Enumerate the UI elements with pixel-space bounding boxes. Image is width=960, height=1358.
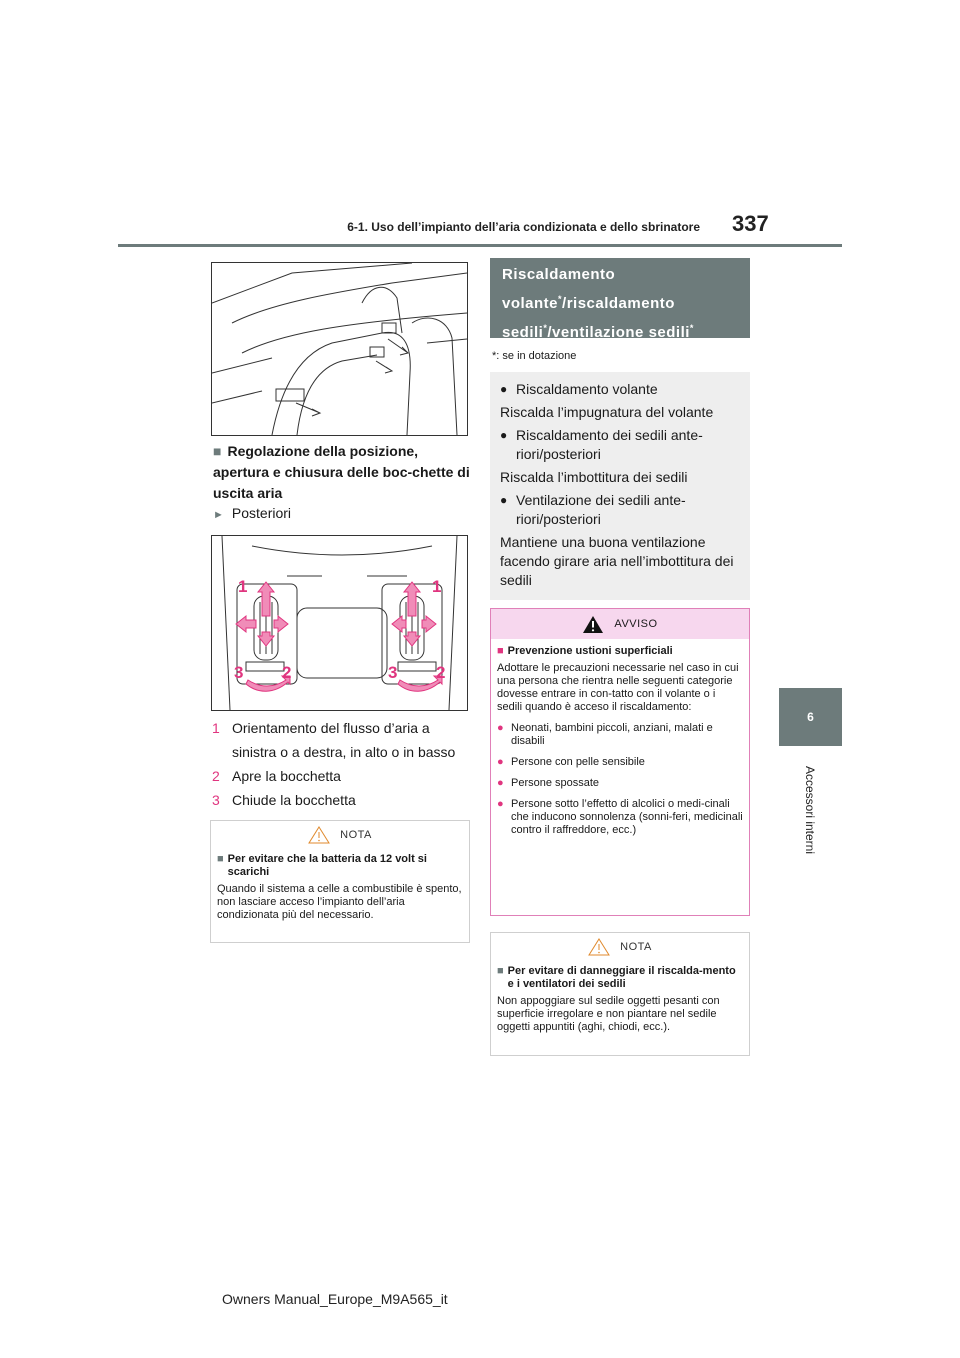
chapter-number: 6 xyxy=(807,710,814,724)
avviso-intro: Adottare le precauzioni necessarie nel caso in cui una persona che rientra nelle seguenti categorie dovesse entrare in con-tatto con il volante o i sedili quando è acceso il riscaldamento: xyxy=(497,662,739,713)
avviso-header: AVVISO xyxy=(491,609,749,639)
callout-3-left: 3 xyxy=(234,663,244,682)
feature-item: ● Riscaldamento dei sedili ante-riori/posteriori xyxy=(500,427,703,462)
list-item: 1 Orientamento del flusso d’aria a sinistra o a destra, in alto o in basso xyxy=(212,720,456,760)
front-vent-illustration xyxy=(211,262,468,436)
feature-item: ● Riscaldamento volante xyxy=(500,381,658,397)
feature-item: ● Ventilazione dei sedili ante-riori/posteriori xyxy=(500,492,686,527)
section-band-title: Riscaldamento volante*/riscaldamento sedili*/ventilazione sedili* xyxy=(490,258,750,338)
square-marker: ■ xyxy=(217,853,224,865)
feature-desc: Riscalda l’imbottitura dei sedili xyxy=(500,469,688,485)
callout-1-right: 1 xyxy=(432,577,442,596)
avviso-item: ● Persone sotto l’effetto di alcolici o medi-cinali che inducono sonnolenza (sonni-feri, medicinali contro il raffreddore, ecc.) xyxy=(497,798,743,836)
footer-text: Owners Manual_Europe_M9A565_it xyxy=(222,1291,448,1307)
heading-square-marker: ■ xyxy=(213,443,222,459)
square-marker: ■ xyxy=(497,645,504,657)
nota-text: Quando il sistema a celle a combustibile è spento, non lasciare acceso l’impianto dell’aria condizionata più del necessario. xyxy=(217,883,462,921)
footnote: *: se in dotazione xyxy=(492,350,577,362)
callout-3-right: 3 xyxy=(388,663,398,682)
avviso-title: ■ Prevenzione ustioni superficiali xyxy=(497,645,673,657)
square-marker: ■ xyxy=(497,965,504,977)
list-item: 2 Apre la bocchetta xyxy=(212,768,341,784)
callout-2-right: 2 xyxy=(436,663,446,682)
chapter-label: Accessori interni xyxy=(803,765,817,855)
nota-header: NOTA xyxy=(491,933,749,961)
chapter-tab xyxy=(779,688,842,746)
avviso-item: ● Persone spossate xyxy=(497,777,600,789)
page-number: 337 xyxy=(732,211,769,236)
rear-vent-illustration xyxy=(211,535,468,711)
callout-2-left: 2 xyxy=(282,663,292,682)
nota-box-seat xyxy=(490,932,750,1056)
vent-adjust-heading: ■ Regolazione della posizione, apertura e chiusura delle boc-chette di uscita aria xyxy=(213,443,470,501)
caution-triangle-icon xyxy=(308,826,330,844)
section-title: 6-1. Uso dell’impianto dell’aria condizionata e dello sbrinatore xyxy=(347,220,700,234)
avviso-item: ● Persone con pelle sensibile xyxy=(497,756,645,768)
nota-title: ■ Per evitare che la batteria da 12 volt si scarichi xyxy=(217,853,427,878)
callout-list xyxy=(212,716,474,812)
nota-title: ■ Per evitare di danneggiare il riscalda-mento e i ventilatori dei sedili xyxy=(497,965,736,990)
feature-desc: Riscalda l’impugnatura del volante xyxy=(500,404,714,420)
nota-header: NOTA xyxy=(211,821,469,849)
features-panel xyxy=(490,372,750,600)
callout-1-left: 1 xyxy=(238,577,248,596)
nota-box-battery xyxy=(210,820,470,943)
triangle-marker-icon: ► xyxy=(213,509,224,521)
header-rule xyxy=(118,244,842,247)
nota-text: Non appoggiare sul sedile oggetti pesanti con superficie irregolare e non piantare nel sedile oggetti appuntiti (aghi, chiodi, ecc.). xyxy=(497,995,720,1033)
feature-desc: Mantiene una buona ventilazione facendo girare aria nell’imbottitura dei sedili xyxy=(500,534,734,588)
list-item: 3 Chiude la bocchetta xyxy=(212,792,356,808)
warning-icon xyxy=(582,615,604,634)
avviso-item: ● Neonati, bambini piccoli, anziani, malati e disabili xyxy=(497,722,713,747)
avviso-box xyxy=(490,608,750,916)
caution-triangle-icon xyxy=(588,938,610,956)
rear-label: ► Posteriori xyxy=(213,505,292,521)
